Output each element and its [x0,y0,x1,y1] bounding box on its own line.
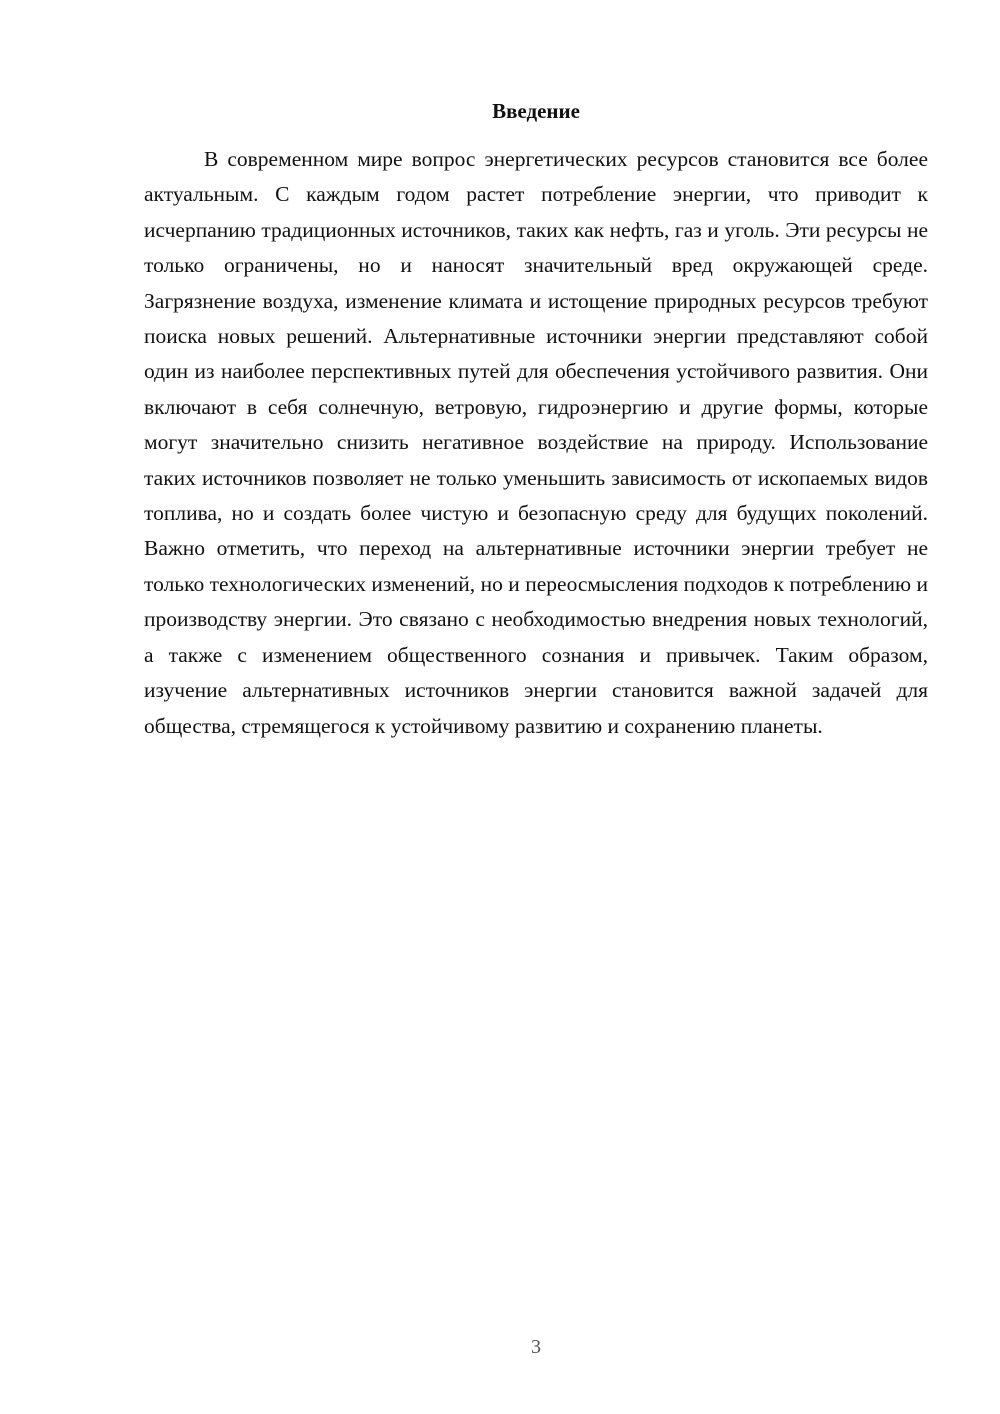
section-heading: Введение [492,99,580,123]
body-paragraph: В современном мире вопрос энергетических ресурсов становится все более актуальным. С каждым годом растет потребление энергии, что приводит к исчерпанию традиционных источников, таких как нефть, газ и уголь. Эти ресурсы не только ограничены, но и наносят значительный вред окружающей среде. Загрязнение воздуха, изменение климата и истощение природных ресурсов требуют поиска новых решений. Альтернативные источники энергии представляют собой один из наиболее перспективных путей для обеспечения устойчивого развития. Они включают в себя солнечную, ветровую, гидроэнергию и другие формы, которые могут значительно снизить негативное воздействие на природу. Использование таких источников позволяет не только уменьшить зависимость от ископаемых видов топлива, но и создать более чистую и безопасную среду для будущих поколений. Важно отметить, что переход на альтернативные источники энергии требует не только технологических изменений, но и переосмысления подходов к потреблению и производству энергии. Это связано с необходимостью внедрения новых технологий, а также с изменением общественного сознания и привычек. Таким образом, изучение альтернативных источников энергии становится важной задачей для общества, стремящегося к устойчивому развитию и сохранению планеты. [144,147,928,738]
page-number: 3 [531,1336,541,1358]
